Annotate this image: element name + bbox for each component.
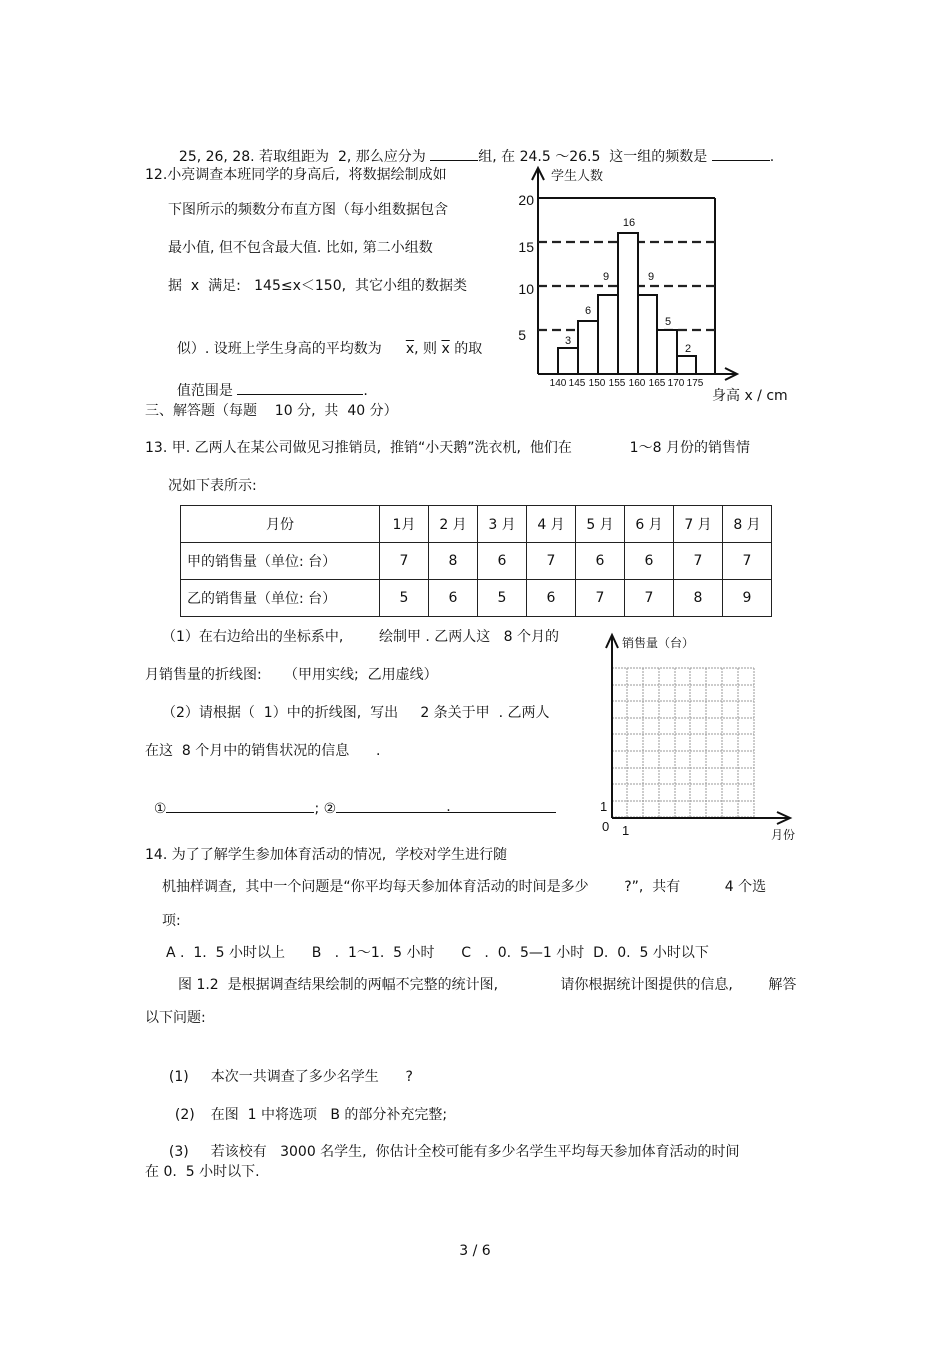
month-cell: 1月 xyxy=(380,506,429,543)
bar-label: 3 xyxy=(564,335,572,347)
bar-label: 5 xyxy=(664,316,672,328)
q11-answer-blank-2[interactable] xyxy=(712,146,770,161)
value-cell: 7 xyxy=(527,543,576,580)
q14-line-3: 项: xyxy=(162,913,181,929)
value-cell: 6 xyxy=(478,543,527,580)
page-number: 3 / 6 xyxy=(459,1243,491,1259)
q14-line-2: 机抽样调查, 其中一个问题是“你平均每天参加体育活动的时间是多少 ?”, 共有 4 个选 xyxy=(162,879,767,895)
q11-text-a: 25, 26, 28. 若取组距为 2, 那么应分为 xyxy=(178,149,431,165)
month-cell: 5 月 xyxy=(576,506,625,543)
month-cell: 8 月 xyxy=(723,506,772,543)
q13-part2-line-a: （2）请根据（ 1）中的折线图, 写出 2 条关于甲 . 乙两人 xyxy=(162,705,550,721)
x-tick-label: 175 xyxy=(686,378,704,389)
x-tick-label: 170 xyxy=(667,378,685,389)
x-tick-label: 1 xyxy=(622,823,630,838)
value-cell: 7 xyxy=(380,543,429,580)
y-tick-label: 20 xyxy=(518,192,534,208)
month-cell: 4 月 xyxy=(527,506,576,543)
value-cell: 5 xyxy=(380,580,429,617)
q12-line-6 xyxy=(168,362,368,400)
value-cell: 6 xyxy=(429,580,478,617)
value-cell: 7 xyxy=(576,580,625,617)
y-tick-label: 10 xyxy=(518,281,534,297)
x-tick-label: 165 xyxy=(648,378,666,389)
bar-label: 16 xyxy=(622,217,636,229)
question-text: 在图 1 中将选项 B 的部分补充完整; xyxy=(210,1107,448,1123)
q12-line-5 xyxy=(168,322,482,358)
x-tick-label: 145 xyxy=(568,378,586,389)
question-number: (3) xyxy=(168,1144,189,1160)
x-axis-title: 月份 xyxy=(771,828,796,842)
y-tick-label: 5 xyxy=(518,327,526,343)
x-tick-label: 150 xyxy=(588,378,606,389)
bar-label: 6 xyxy=(584,305,592,317)
sales-coordinate-grid xyxy=(590,625,810,845)
q14-options: A . 1. 5 小时以上 B . 1～1. 5 小时 C . 0. 5—1 小时 D. 0. 5 小时以下 xyxy=(166,945,709,961)
value-cell: 6 xyxy=(527,580,576,617)
question-number: (1) xyxy=(168,1069,189,1085)
x-tick-label: 155 xyxy=(608,378,626,389)
section-3-title: 三、解答题（每题 10 分, 共 40 分） xyxy=(145,403,398,419)
question-text: 若该校有 3000 名学生, 你估计全校可能有多少名学生平均每天参加体育活动的时间 xyxy=(210,1144,740,1160)
q11-text-b: 组, 在 24.5 ～26.5 这一组的频数是 xyxy=(478,149,712,165)
month-cell: 2 月 xyxy=(429,506,478,543)
q12-line6-end: . xyxy=(363,383,368,399)
y-axis-title: 学生人数 xyxy=(551,169,604,184)
table-row xyxy=(181,580,772,617)
q13-line-2: 况如下表所示: xyxy=(168,478,257,494)
month-cell: 3 月 xyxy=(478,506,527,543)
q12-line-4: 据 x 满足: 145≤x＜150, 其它小组的数据类 xyxy=(168,278,467,294)
q12-answer-blank[interactable] xyxy=(237,380,363,395)
origin-label: 0 xyxy=(602,819,610,834)
x-tick-label: 140 xyxy=(549,378,567,389)
value-cell: 7 xyxy=(674,543,723,580)
circled-one: ① xyxy=(153,801,167,817)
q13-part2-line-b: 在这 8 个月中的销售状况的信息 . xyxy=(145,743,381,759)
y-tick-label: 15 xyxy=(518,239,534,255)
row-label-yi: 乙的销售量（单位: 台） xyxy=(181,580,380,617)
value-cell: 6 xyxy=(576,543,625,580)
x-bar-symbol: $\overline{x}$ xyxy=(405,341,415,357)
answer-blank-2[interactable] xyxy=(336,798,556,813)
value-cell: 7 xyxy=(723,543,772,580)
month-cell: 6 月 xyxy=(625,506,674,543)
q12-line5-mid: , 则 xyxy=(414,341,442,357)
q14-last-line: 在 0. 5 小时以下. xyxy=(145,1164,260,1180)
q14-line-6: 以下问题: xyxy=(145,1010,206,1026)
value-cell: 7 xyxy=(625,580,674,617)
height-histogram xyxy=(505,160,805,410)
q14-question-3 xyxy=(160,1125,740,1161)
q13-part1-line-b: 月销售量的折线图: （甲用实线; 乙用虚线） xyxy=(145,667,438,683)
q13-answer-line xyxy=(145,780,556,818)
answer-blank-1[interactable] xyxy=(166,798,314,813)
q11-answer-blank-1[interactable] xyxy=(430,146,478,161)
bar-label: 2 xyxy=(684,343,692,355)
q12-line-2: 下图所示的频数分布直方图（每小组数据包含 xyxy=(168,202,448,218)
bar-label: 9 xyxy=(602,271,610,283)
question-text: 本次一共调查了多少名学生 ? xyxy=(210,1069,413,1085)
q12-line5-text: 似）. 设班上学生身高的平均数为 xyxy=(176,341,382,357)
value-cell: 9 xyxy=(723,580,772,617)
month-header: 月份 xyxy=(181,506,380,543)
value-cell: 8 xyxy=(429,543,478,580)
value-cell: 6 xyxy=(625,543,674,580)
q14-line-5: 图 1.2 是根据调查结果绘制的两幅不完整的统计图, 请你根据统计图提供的信息, 解答 xyxy=(178,977,797,993)
question-number: (2) xyxy=(174,1107,195,1123)
y-tick-label: 1 xyxy=(600,799,608,814)
q12-line6-text: 值范围是 xyxy=(176,383,238,399)
q14-question-1 xyxy=(160,1050,413,1086)
table-header-row xyxy=(181,506,772,543)
q12-line-1: 12.小亮调查本班同学的身高后, 将数据绘制成如 xyxy=(145,167,447,183)
sales-table xyxy=(180,505,772,617)
answer-separator: ; ② xyxy=(314,801,337,817)
q12-line5-suffix: 的取 xyxy=(449,341,483,357)
month-cell: 7 月 xyxy=(674,506,723,543)
y-axis-title: 销售量（台） xyxy=(622,636,695,650)
answer-dot: . xyxy=(446,799,451,815)
q14-line-1: 14. 为了了解学生参加体育活动的情况, 学校对学生进行随 xyxy=(145,847,508,863)
x-tick-label: 160 xyxy=(628,378,646,389)
x-axis-title: 身高 x / cm xyxy=(712,388,788,404)
q11-end: . xyxy=(769,149,775,165)
x-bar-symbol: $\overline{x}$ xyxy=(441,341,450,357)
bar-label: 9 xyxy=(647,271,655,283)
q14-question-2 xyxy=(166,1088,447,1124)
q13-part1-line-a: （1）在右边给出的坐标系中, 绘制甲 . 乙两人这 8 个月的 xyxy=(162,629,560,645)
q13-line-1: 13. 甲. 乙两人在某公司做见习推销员, 推销“小天鹅”洗衣机, 他们在 1～8 月份的销售情 xyxy=(145,440,750,456)
q12-line-3: 最小值, 但不包含最大值. 比如, 第二小组数 xyxy=(168,240,433,256)
table-row xyxy=(181,543,772,580)
value-cell: 5 xyxy=(478,580,527,617)
value-cell: 8 xyxy=(674,580,723,617)
row-label-jia: 甲的销售量（单位: 台） xyxy=(181,543,380,580)
